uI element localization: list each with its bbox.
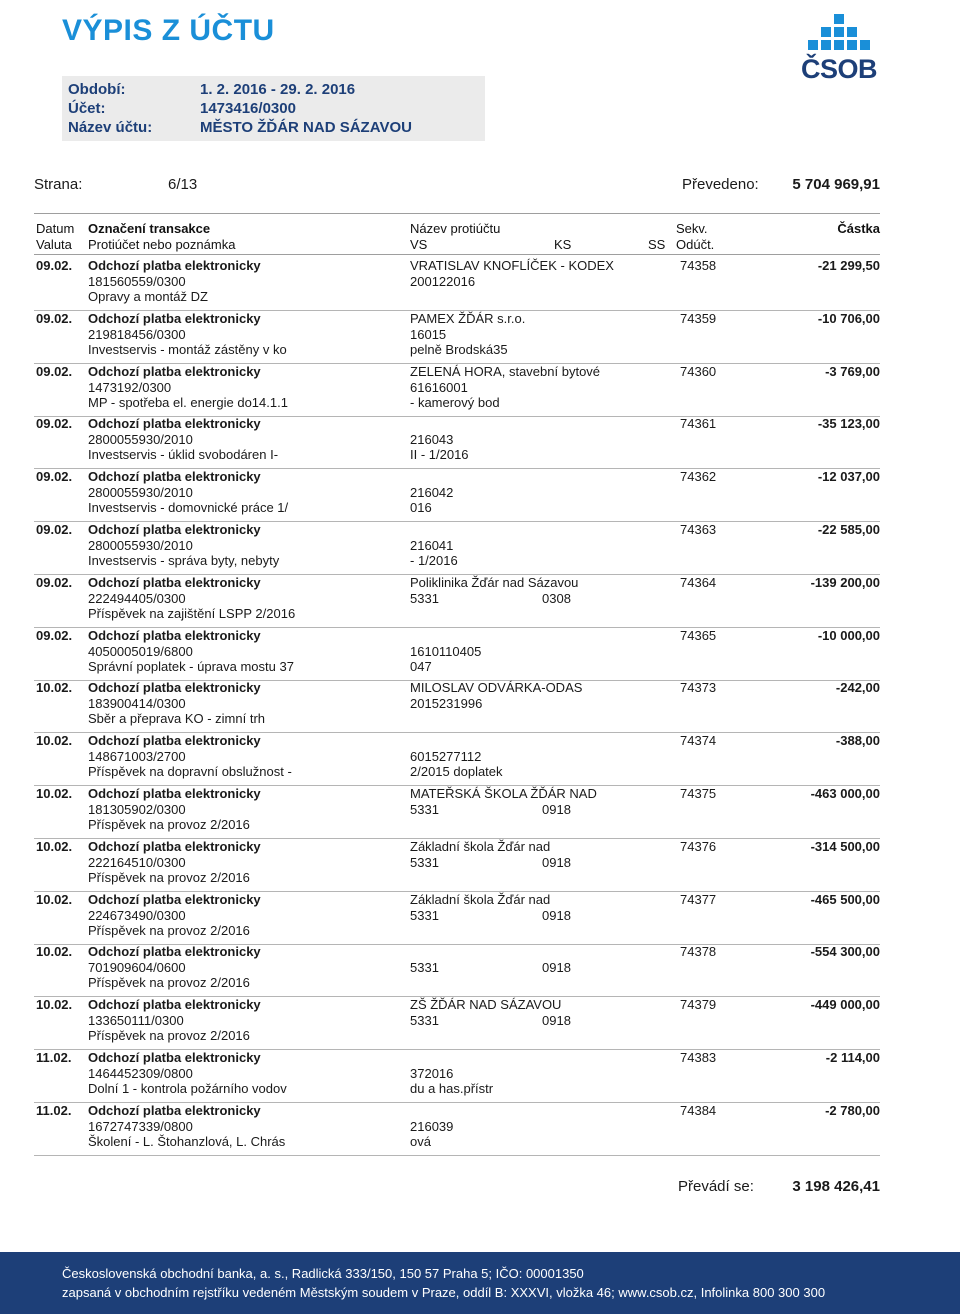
carried-out-label: Převádí se: (678, 1178, 754, 1195)
cell-n2: 2015231996 (410, 696, 483, 712)
cell-name: Základní škola Žďár nad (410, 838, 551, 854)
col-date: Datum (36, 221, 75, 236)
cell-date: 09.02. (36, 363, 73, 379)
cell-n2: 216042 (410, 485, 454, 501)
cell-date: 09.02. (36, 574, 73, 590)
table-row (34, 311, 880, 364)
carried-in-value: 5 704 969,91 (792, 176, 880, 193)
cell-n3: du a has.přístr (410, 1081, 494, 1096)
cell-seq: 74365 (680, 627, 717, 643)
info-label: Účet: (68, 100, 106, 117)
cell-name: MILOSLAV ODVÁRKA-ODAS (410, 680, 583, 696)
cell-date: 10.02. (36, 997, 73, 1013)
col-amount: Částka (837, 221, 880, 236)
cell-note: Správní poplatek - úprava mostu 37 (88, 658, 294, 674)
cell-seq: 74376 (680, 838, 717, 854)
cell-account: 133650111/0300 (88, 1013, 184, 1029)
cell-date: 10.02. (36, 891, 73, 907)
cell-note: Příspěvek na provoz 2/2016 (88, 1028, 250, 1044)
cell-note: Příspěvek na provoz 2/2016 (88, 922, 250, 938)
cell-note: Opravy a montáž DZ (88, 289, 208, 304)
cell-note: Sběr a přeprava KO - zimní trh (88, 711, 266, 727)
cell-date: 11.02. (36, 1050, 72, 1065)
cell-type: Odchozí platba elektronicky (88, 786, 261, 801)
cell-seq: 74383 (680, 1050, 717, 1065)
cell-account: 2800055930/2010 (88, 538, 193, 553)
cell-n3: II - 1/2016 (410, 447, 469, 463)
cell-note: Příspěvek na provoz 2/2016 (88, 869, 250, 885)
csob-logo (792, 10, 886, 84)
cell-amount: -21 299,50 (817, 258, 880, 273)
table-row (34, 680, 880, 733)
cell-note: Dolní 1 - kontrola požárního vodov (88, 1081, 287, 1096)
cell-account: 2800055930/2010 (88, 485, 193, 501)
cell-note: MP - spotřeba el. energie do14.1.1 (88, 394, 288, 410)
cell-type: Odchozí platba elektronicky (88, 1102, 261, 1118)
cell-name: VRATISLAV KNOFLÍČEK - KODEX (410, 258, 614, 273)
header-rule-top (34, 213, 880, 214)
carried-in-label: Převedeno: (682, 176, 759, 193)
footer-line-2: zapsaná v obchodním rejstříku vedeném Městským soudem v Praze, oddíl B: XXXVI, vložka 46; www.csob.cz, Infolinka 800 300 300 (62, 1285, 826, 1300)
cell-seq: 74377 (680, 891, 717, 907)
info-label: Název účtu: (68, 119, 153, 136)
cell-name: MATEŘSKÁ ŠKOLA ŽĎÁR NAD (410, 786, 597, 801)
cell-account: 222164510/0300 (88, 854, 186, 870)
cell-amount: -554 300,00 (810, 944, 880, 960)
cell-account: 219818456/0300 (88, 326, 186, 342)
cell-n2: 216041 (410, 538, 454, 553)
cell-type: Odchozí platba elektronicky (88, 680, 261, 696)
cell-name: PAMEX ŽĎÁR s.r.o. (410, 310, 526, 326)
info-value: 1473416/0300 (200, 100, 296, 117)
account-info-box (62, 76, 485, 141)
col-valuta: Valuta (36, 237, 72, 252)
cell-date: 09.02. (36, 416, 73, 432)
col-transaction: Označení transakce (88, 221, 211, 236)
cell-amount: -2 114,00 (825, 1050, 880, 1065)
footer-line-1: Československá obchodní banka, a. s., Radlická 333/150, 150 57 Praha 5; IČO: 00001350 (62, 1266, 584, 1281)
cell-date: 09.02. (36, 469, 73, 485)
col-sekv: Sekv. (676, 221, 708, 236)
cell-date: 10.02. (36, 786, 73, 801)
table-row (34, 575, 880, 628)
page-label: Strana: (34, 176, 83, 193)
cell-type: Odchozí platba elektronicky (88, 891, 261, 907)
cell-n2: 16015 (410, 326, 447, 342)
cell-note: Investservis - úklid svobodáren I- (88, 447, 279, 463)
cell-type: Odchozí platba elektronicky (88, 258, 261, 273)
cell-n2: 5331 (410, 802, 439, 817)
cell-ks: 0918 (542, 1013, 571, 1029)
cell-account: 183900414/0300 (88, 696, 186, 712)
cell-note: Investservis - správa byty, nebyty (88, 553, 280, 568)
cell-type: Odchozí platba elektronicky (88, 1050, 261, 1065)
cell-amount: -388,00 (835, 733, 880, 749)
cell-type: Odchozí platba elektronicky (88, 416, 261, 432)
cell-type: Odchozí platba elektronicky (88, 627, 261, 643)
cell-amount: -12 037,00 (817, 469, 880, 485)
cell-seq: 74359 (680, 310, 717, 326)
statement-title: VÝPIS Z ÚČTU (62, 14, 275, 47)
header-rule-bottom (34, 254, 880, 255)
cell-amount: -242,00 (835, 680, 880, 696)
table-row (34, 1050, 880, 1103)
cell-ks: 0918 (542, 854, 571, 870)
cell-name: ZŠ ŽĎÁR NAD SÁZAVOU (410, 997, 562, 1013)
cell-account: 181305902/0300 (88, 802, 186, 817)
table-row (34, 997, 880, 1050)
cell-note: Školení - L. Štohanzlová, L. Chrás (88, 1133, 286, 1149)
cell-n2: 216043 (410, 432, 454, 448)
cell-amount: -2 780,00 (825, 1102, 880, 1118)
table-row (34, 258, 880, 311)
page-number: 6/13 (168, 176, 198, 193)
table-row (34, 892, 880, 945)
table-row (34, 944, 880, 997)
cell-amount: -314 500,00 (810, 838, 880, 854)
cell-account: 148671003/2700 (88, 749, 186, 765)
cell-type: Odchozí platba elektronicky (88, 522, 261, 537)
cell-n2: 200122016 (410, 274, 476, 289)
cell-n2: 5331 (410, 590, 439, 606)
cell-n3: ová (410, 1133, 431, 1149)
cell-ks: 0918 (542, 802, 571, 817)
cell-date: 09.02. (36, 310, 73, 326)
csob-logo-icon (792, 10, 886, 54)
cell-n3: pelně Brodská35 (410, 341, 508, 357)
cell-n2: 5331 (410, 960, 439, 976)
cell-seq: 74374 (680, 733, 717, 749)
cell-ks: 0918 (542, 960, 571, 976)
table-row (34, 733, 880, 786)
table-row (34, 364, 880, 417)
table-row (34, 628, 880, 681)
cell-seq: 74361 (680, 416, 717, 432)
cell-seq: 74358 (680, 258, 717, 273)
cell-account: 2800055930/2010 (88, 432, 193, 448)
cell-name: Základní škola Žďár nad (410, 891, 551, 907)
cell-note: Příspěvek na dopravní obslužnost - (88, 764, 292, 780)
info-label: Období: (68, 81, 126, 98)
table-row (34, 786, 880, 839)
cell-n2: 5331 (410, 907, 439, 923)
info-value: MĚSTO ŽĎÁR NAD SÁZAVOU (200, 119, 412, 136)
cell-type: Odchozí platba elektronicky (88, 838, 261, 854)
col-oducet: Odúčt. (676, 237, 715, 252)
cell-seq: 74360 (680, 363, 717, 379)
cell-type: Odchozí platba elektronicky (88, 944, 261, 960)
cell-account: 1464452309/0800 (88, 1066, 193, 1081)
bank-footer (0, 1252, 960, 1314)
cell-seq: 74375 (680, 786, 717, 801)
info-value: 1. 2. 2016 - 29. 2. 2016 (200, 81, 356, 98)
cell-date: 10.02. (36, 733, 73, 749)
cell-date: 10.02. (36, 680, 73, 696)
cell-n2: 61616001 (410, 379, 468, 395)
cell-ks: 0918 (542, 907, 571, 923)
cell-amount: -449 000,00 (810, 997, 880, 1013)
table-row (34, 522, 880, 575)
cell-n3: - 1/2016 (410, 553, 458, 568)
cell-n2: 372016 (410, 1066, 454, 1081)
cell-amount: -139 200,00 (810, 574, 880, 590)
cell-account: 224673490/0300 (88, 907, 186, 923)
cell-note: Příspěvek na zajištění LSPP 2/2016 (88, 605, 296, 621)
cell-n3: - kamerový bod (410, 394, 500, 410)
cell-note: Příspěvek na provoz 2/2016 (88, 975, 250, 991)
cell-amount: -10 000,00 (817, 627, 880, 643)
cell-account: 222494405/0300 (88, 590, 186, 606)
cell-date: 09.02. (36, 522, 73, 537)
cell-type: Odchozí platba elektronicky (88, 574, 261, 590)
cell-n2: 1610110405 (410, 643, 482, 659)
cell-type: Odchozí platba elektronicky (88, 469, 261, 485)
csob-logo-text: ČSOB (800, 54, 877, 84)
cell-date: 11.02. (36, 1102, 72, 1118)
cell-ks: 0308 (542, 590, 571, 606)
cell-date: 10.02. (36, 944, 73, 960)
table-row (34, 469, 880, 522)
cell-seq: 74384 (680, 1102, 717, 1118)
cell-amount: -22 585,00 (817, 522, 880, 537)
cell-seq: 74378 (680, 944, 717, 960)
cell-date: 09.02. (36, 258, 73, 273)
cell-n3: 2/2015 doplatek (410, 764, 503, 780)
cell-seq: 74362 (680, 469, 717, 485)
cell-date: 09.02. (36, 627, 73, 643)
col-vs: VS (410, 237, 428, 252)
col-ks: KS (554, 237, 572, 252)
carried-out-value: 3 198 426,41 (792, 1178, 880, 1195)
cell-n2: 6015277112 (410, 749, 482, 765)
cell-n2: 5331 (410, 1013, 439, 1029)
table-row (34, 839, 880, 892)
cell-seq: 74379 (680, 997, 717, 1013)
cell-amount: -10 706,00 (817, 310, 880, 326)
col-counter-note: Protiúčet nebo poznámka (88, 237, 236, 252)
cell-amount: -3 769,00 (825, 363, 880, 379)
cell-account: 701909604/0600 (88, 960, 186, 976)
cell-account: 1473192/0300 (88, 379, 172, 395)
cell-note: Investservis - montáž zástěny v ko (88, 341, 287, 357)
cell-account: 4050005019/6800 (88, 643, 193, 659)
cell-name: ZELENÁ HORA, stavební bytové (410, 363, 601, 379)
cell-type: Odchozí platba elektronicky (88, 363, 261, 379)
table-row (34, 416, 880, 469)
cell-name: Poliklinika Žďár nad Sázavou (410, 574, 579, 590)
cell-n2: 5331 (410, 854, 439, 870)
cell-account: 181560559/0300 (88, 274, 186, 289)
cell-amount: -35 123,00 (817, 416, 880, 432)
cell-amount: -465 500,00 (810, 891, 880, 907)
col-ss: SS (648, 237, 666, 252)
cell-amount: -463 000,00 (810, 786, 880, 801)
cell-type: Odchozí platba elektronicky (88, 733, 261, 749)
cell-date: 10.02. (36, 838, 73, 854)
cell-note: Investservis - domovnické práce 1/ (88, 500, 289, 516)
cell-seq: 74373 (680, 680, 717, 696)
cell-n3: 047 (410, 658, 432, 674)
col-counter-name: Název protiúčtu (410, 221, 501, 236)
cell-n3: 016 (410, 500, 432, 516)
cell-note: Příspěvek na provoz 2/2016 (88, 817, 250, 832)
cell-n2: 216039 (410, 1118, 454, 1134)
cell-account: 1672747339/0800 (88, 1118, 193, 1134)
cell-seq: 74363 (680, 522, 717, 537)
table-row (34, 1103, 880, 1156)
cell-type: Odchozí platba elektronicky (88, 310, 261, 326)
cell-seq: 74364 (680, 574, 717, 590)
cell-type: Odchozí platba elektronicky (88, 997, 261, 1013)
